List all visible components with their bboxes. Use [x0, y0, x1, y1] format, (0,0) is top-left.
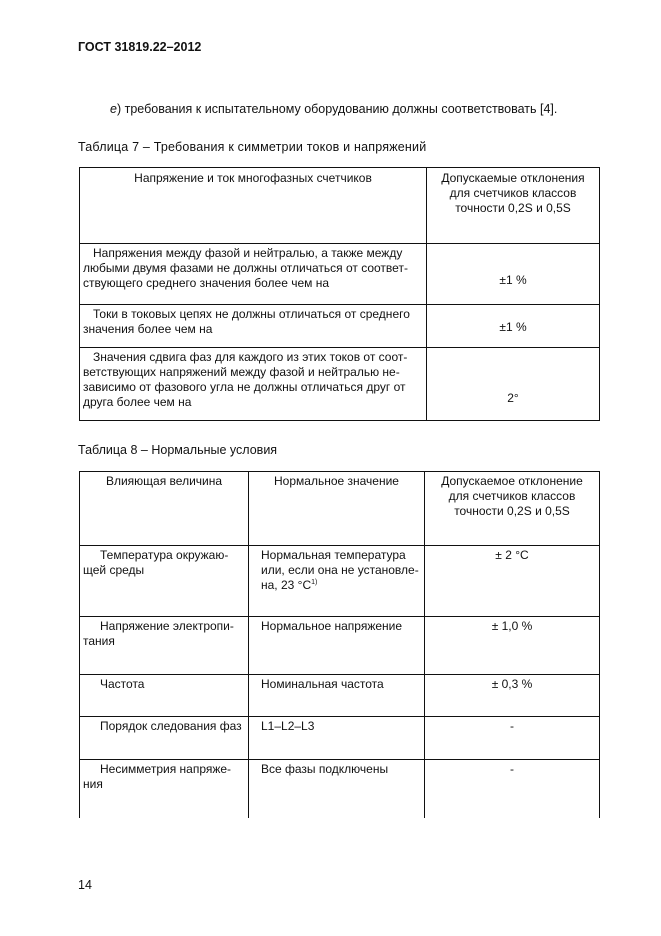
- table8-normal-cell: Нормальное напряжение: [249, 617, 425, 675]
- table-row: [80, 244, 600, 305]
- table7-condition-cell: Значения сдвига фаз для каждого из этих токов от соот-ветствующих напряжений между фазой и нейтралью не-зависимо от фазового угла не должны отличаться друг от друга более чем на: [80, 348, 427, 421]
- table-row: [80, 546, 600, 617]
- table8-quantity-cell: Порядок следования фаз: [80, 717, 249, 760]
- table7-value-cell: [427, 348, 600, 421]
- table8-quantity-cell: Температура окружаю-щей среды: [80, 546, 249, 617]
- paragraph-text: ) требования к испытательному оборудованию должны соответствовать [4].: [116, 102, 558, 116]
- table-row: [80, 305, 600, 348]
- table8-normal-cell: Все фазы подключены: [249, 760, 425, 819]
- table8-normal-text: Нормальная температура или, если она не установле-на, 23 °С: [261, 548, 419, 592]
- table8-normal-cell: Номинальная частота: [249, 675, 425, 717]
- table7-condition-cell: Токи в токовых цепях не должны отличаться от среднего значения более чем на: [80, 305, 427, 348]
- table7-header-row: [80, 168, 600, 244]
- table8-header-row: [80, 472, 600, 546]
- table7-value-cell: [427, 305, 600, 348]
- table7-header-cell: Допускаемые отклонения для счетчиков классов точности 0,2S и 0,5S: [427, 168, 600, 244]
- table8-deviation-cell: ± 1,0 %: [425, 617, 600, 675]
- table8-deviation-cell: -: [425, 760, 600, 819]
- table8-quantity-cell: Несимметрия напряже-ния: [80, 760, 249, 819]
- table8-header-cell: Влияющая величина: [80, 472, 249, 546]
- table7-header-cell: Напряжение и ток многофазных счетчиков: [80, 168, 427, 244]
- table7-caption: Таблица 7 – Требования к симметрии токов и напряжений: [78, 140, 427, 154]
- table8-deviation-cell: -: [425, 717, 600, 760]
- table7-value: ±1 %: [499, 320, 527, 334]
- table-row: [80, 717, 600, 760]
- table8-quantity-cell: Частота: [80, 675, 249, 717]
- item-letter: е: [110, 102, 117, 116]
- table8-header-cell: Допускаемое отклонение для счетчиков классов точности 0,2S и 0,5S: [425, 472, 600, 546]
- table8-header-cell: Нормальное значение: [249, 472, 425, 546]
- table8-deviation-cell: ± 0,3 %: [425, 675, 600, 717]
- table7-value-cell: [427, 244, 600, 305]
- table-row: [80, 675, 600, 717]
- table-row: [80, 617, 600, 675]
- table8-normal-cell: [249, 546, 425, 617]
- table7-value: ±1 %: [499, 273, 527, 287]
- table7-value: 2°: [507, 391, 519, 405]
- page-number: 14: [78, 878, 92, 892]
- table8-quantity-cell: Напряжение электропи-тания: [80, 617, 249, 675]
- footnote-marker: 1): [311, 579, 318, 586]
- table7: [79, 167, 600, 421]
- requirement-paragraph: [110, 102, 557, 117]
- table8-caption: Таблица 8 – Нормальные условия: [78, 443, 278, 457]
- table-row: [80, 348, 600, 421]
- table7-condition-cell: Напряжения между фазой и нейтралью, а также между любыми двумя фазами не должны отличаться от соответ-ствующего среднего значения более чем на: [80, 244, 427, 305]
- table8-normal-cell: L1–L2–L3: [249, 717, 425, 760]
- document-header: ГОСТ 31819.22–2012: [78, 40, 202, 54]
- table8: [79, 471, 600, 818]
- table-row: [80, 760, 600, 819]
- table8-deviation-cell: ± 2 °С: [425, 546, 600, 617]
